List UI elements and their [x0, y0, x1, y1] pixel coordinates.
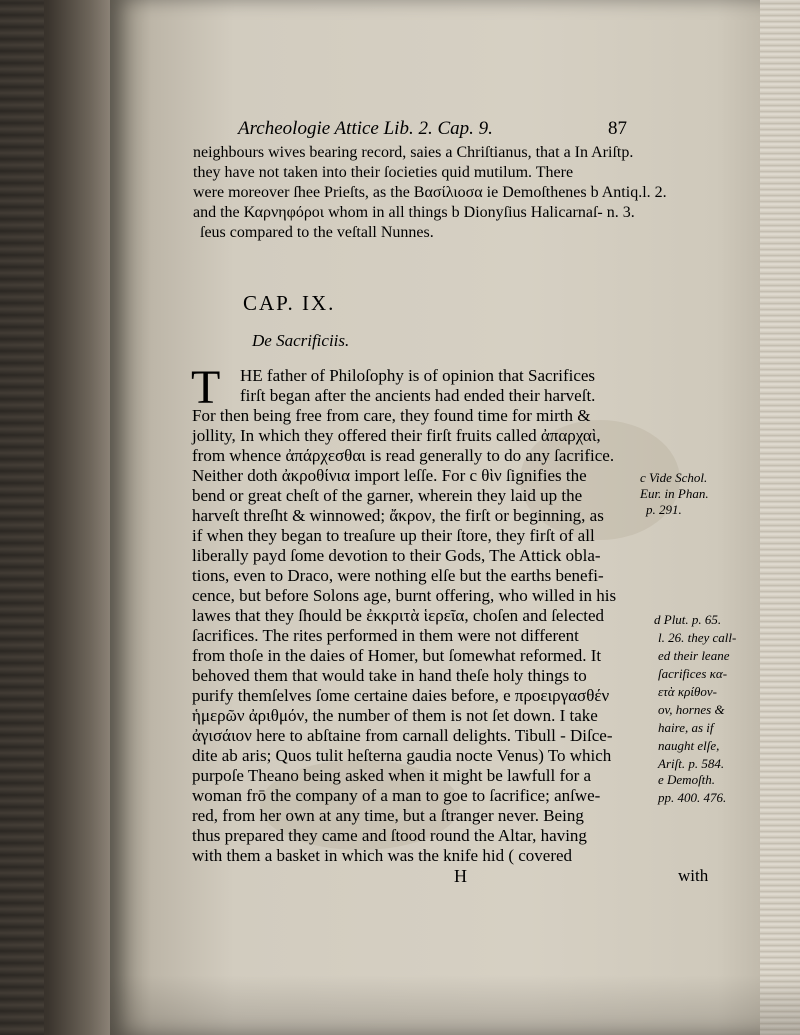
text-line: red, from her own at any time, but a ſtranger never. Being [192, 806, 584, 825]
page-stack-right [760, 0, 800, 1035]
drop-cap: T [191, 361, 221, 414]
page-stack-left [0, 0, 44, 1035]
page-shadow [110, 975, 800, 1035]
text-line: purpoſe Theano being asked when it might be lawfull for a [192, 766, 592, 785]
text-line: cence, but before Solons age, burnt offering, who willed in his [192, 586, 617, 605]
text-line: ἡμερῶν ἀριθμόν, the number of them is not ſet down. I take [192, 706, 598, 725]
text-line: neighbours wives bearing record, saies a Chriſtianus, that a In Ariſtp. [193, 144, 634, 161]
text-line: jollity, In which they offered their firſt fruits called ἀπαρχαὶ, [192, 426, 601, 445]
text-line: woman frō the company of a man to goe to ſacrifice; anſwe- [192, 786, 601, 805]
margin-note: c Vide Schol. [640, 470, 708, 485]
margin-note: Eur. in Phan. [640, 486, 709, 501]
text-line: were moreover ſhee Prieſts, as the Βασίλιοσα ie Demoſthenes b Antiq.l. 2. [193, 184, 667, 201]
text-line: dite ab aris; Quos tulit heſterna gaudia nocte Venus) To which [192, 746, 612, 765]
catchword: with [678, 866, 709, 885]
text-line: they have not taken into their ſocieties quid mutilum. There [193, 164, 574, 181]
text-line: thus prepared they came and ſtood round the Altar, having [192, 826, 587, 845]
margin-note: naught elſe, [658, 738, 720, 753]
chapter-heading: CAP. IX. [243, 291, 336, 315]
margin-note: ed their leane [658, 648, 730, 663]
text-line: liberally payd ſome devotion to their Gods, The Attick obla- [192, 546, 601, 565]
text-line: ſeus compared to the veſtall Nunnes. [200, 224, 434, 241]
text-line: with them a basket in which was the knife hid ( covered [192, 846, 573, 865]
text-line: Neither doth ἀκροθίνια import leſſe. For c θὶν ſignifies the [192, 466, 587, 485]
text-line: For then being free from care, they found time for mirth & [192, 406, 591, 425]
margin-note: p. 291. [646, 502, 682, 517]
running-head [238, 118, 627, 140]
margin-note: Ariſt. p. 584. [658, 756, 725, 771]
signature-mark: H [454, 866, 467, 886]
text-line: purify themſelves ſome certaine daies before, e προειργασθέν [192, 686, 610, 705]
text-line: HE father of Philoſophy is of opinion that Sacrifices [240, 366, 596, 385]
margin-note: ετὰ κρίθον- [658, 684, 717, 699]
text-line: ἀγισάιον here to abſtaine from carnall delights. Tibull - Diſce- [192, 726, 613, 745]
margin-note: ov, hornes & [658, 702, 725, 717]
text-line: bend or great cheſt of the garner, wherein they laid up the [192, 486, 583, 505]
margin-note: haire, as if [658, 720, 714, 735]
margin-note: e Demoſth. [658, 772, 716, 787]
page-number: 87 [608, 118, 627, 139]
chapter-title: De Sacrificiis. [252, 331, 350, 350]
margin-note: ſacrifices κα- [658, 666, 728, 681]
margin-note: pp. 400. 476. [658, 790, 727, 805]
text-line: tions, even to Draco, were nothing elſe but the earths benefi- [192, 566, 604, 585]
text-line: firſt began after the ancients had ended their harveſt. [240, 386, 596, 405]
running-head-title: Archeologie Attice Lib. 2. Cap. 9. [238, 118, 493, 139]
text-line: behoved them that would take in hand theſe holy things to [192, 666, 587, 685]
text-line: from whence ἀπάρχεσθαι is read generally to do any ſacrifice. [192, 446, 615, 465]
text-line: lawes that they ſhould be ἐκκριτὰ ἱερεῖα, choſen and ſelected [192, 606, 605, 625]
text-line: from thoſe in the daies of Homer, but ſomewhat reformed. It [192, 646, 602, 665]
text-line: and the Καρνηφόροι whom in all things b Dionyſius Halicarnaſ- n. 3. [193, 204, 635, 221]
margin-note: l. 26. they call- [658, 630, 737, 645]
margin-note: d Plut. p. 65. [654, 612, 722, 627]
text-line: harveſt threſht & winnowed; ἄκρον, the firſt or beginning, as [192, 506, 604, 525]
text-line: ſacrifices. The rites performed in them were not different [192, 626, 579, 645]
text-line: if when they began to treaſure up their ſtore, they firſt of all [192, 526, 595, 545]
